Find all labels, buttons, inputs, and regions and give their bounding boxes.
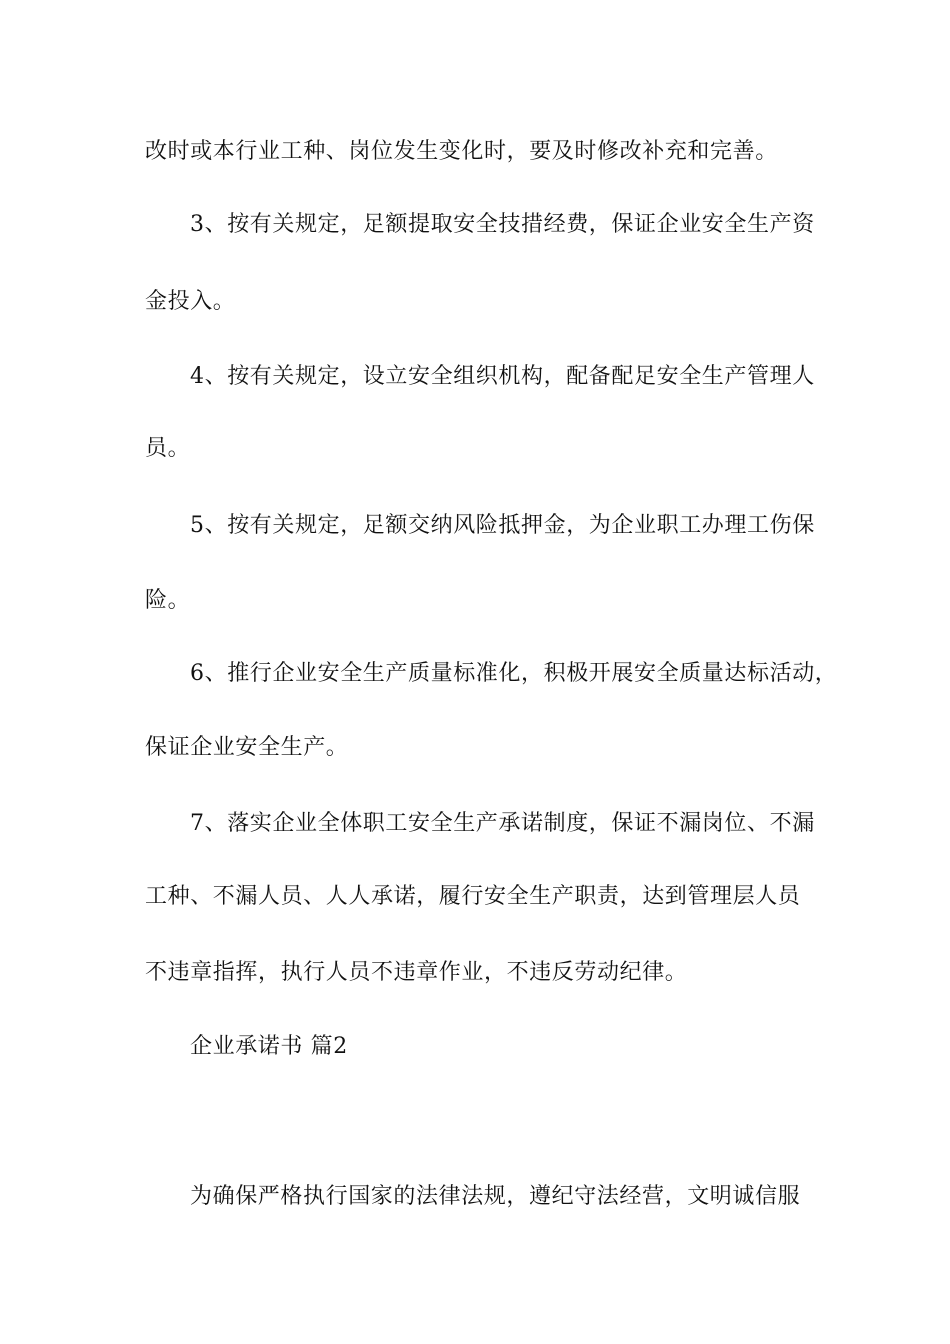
item-5-line-1: 5、按有关规定，足额交纳风险抵押金，为企业职工办理工伤保 <box>190 513 815 538</box>
item-6-line-1: 6、推行企业安全生产质量标准化，积极开展安全质量达标活动， <box>190 661 838 686</box>
item-7-line-1: 7、落实企业全体职工安全生产承诺制度，保证不漏岗位、不漏 <box>190 811 815 836</box>
item-4-line-1: 4、按有关规定，设立安全组织机构，配备配足安全生产管理人 <box>190 364 815 389</box>
item-6-line-2: 保证企业安全生产。 <box>145 735 349 760</box>
section-2-paragraph-line-1: 为确保严格执行国家的法律法规，遵纪守法经营，文明诚信服 <box>190 1184 801 1209</box>
section-heading: 企业承诺书 篇2 <box>190 1034 348 1059</box>
item-7-line-3: 不违章指挥，执行人员不违章作业，不违反劳动纪律。 <box>145 960 688 985</box>
item-3-line-1: 3、按有关规定，足额提取安全技措经费，保证企业安全生产资 <box>190 212 815 237</box>
item-7-line-2: 工种、不漏人员、人人承诺，履行安全生产职责，达到管理层人员 <box>145 884 801 909</box>
paragraph-2-line-continuation: 改时或本行业工种、岗位发生变化时，要及时修改补充和完善。 <box>145 139 778 164</box>
item-3-line-2: 金投入。 <box>145 289 236 314</box>
item-4-line-2: 员。 <box>145 436 191 461</box>
item-5-line-2: 险。 <box>145 588 191 613</box>
